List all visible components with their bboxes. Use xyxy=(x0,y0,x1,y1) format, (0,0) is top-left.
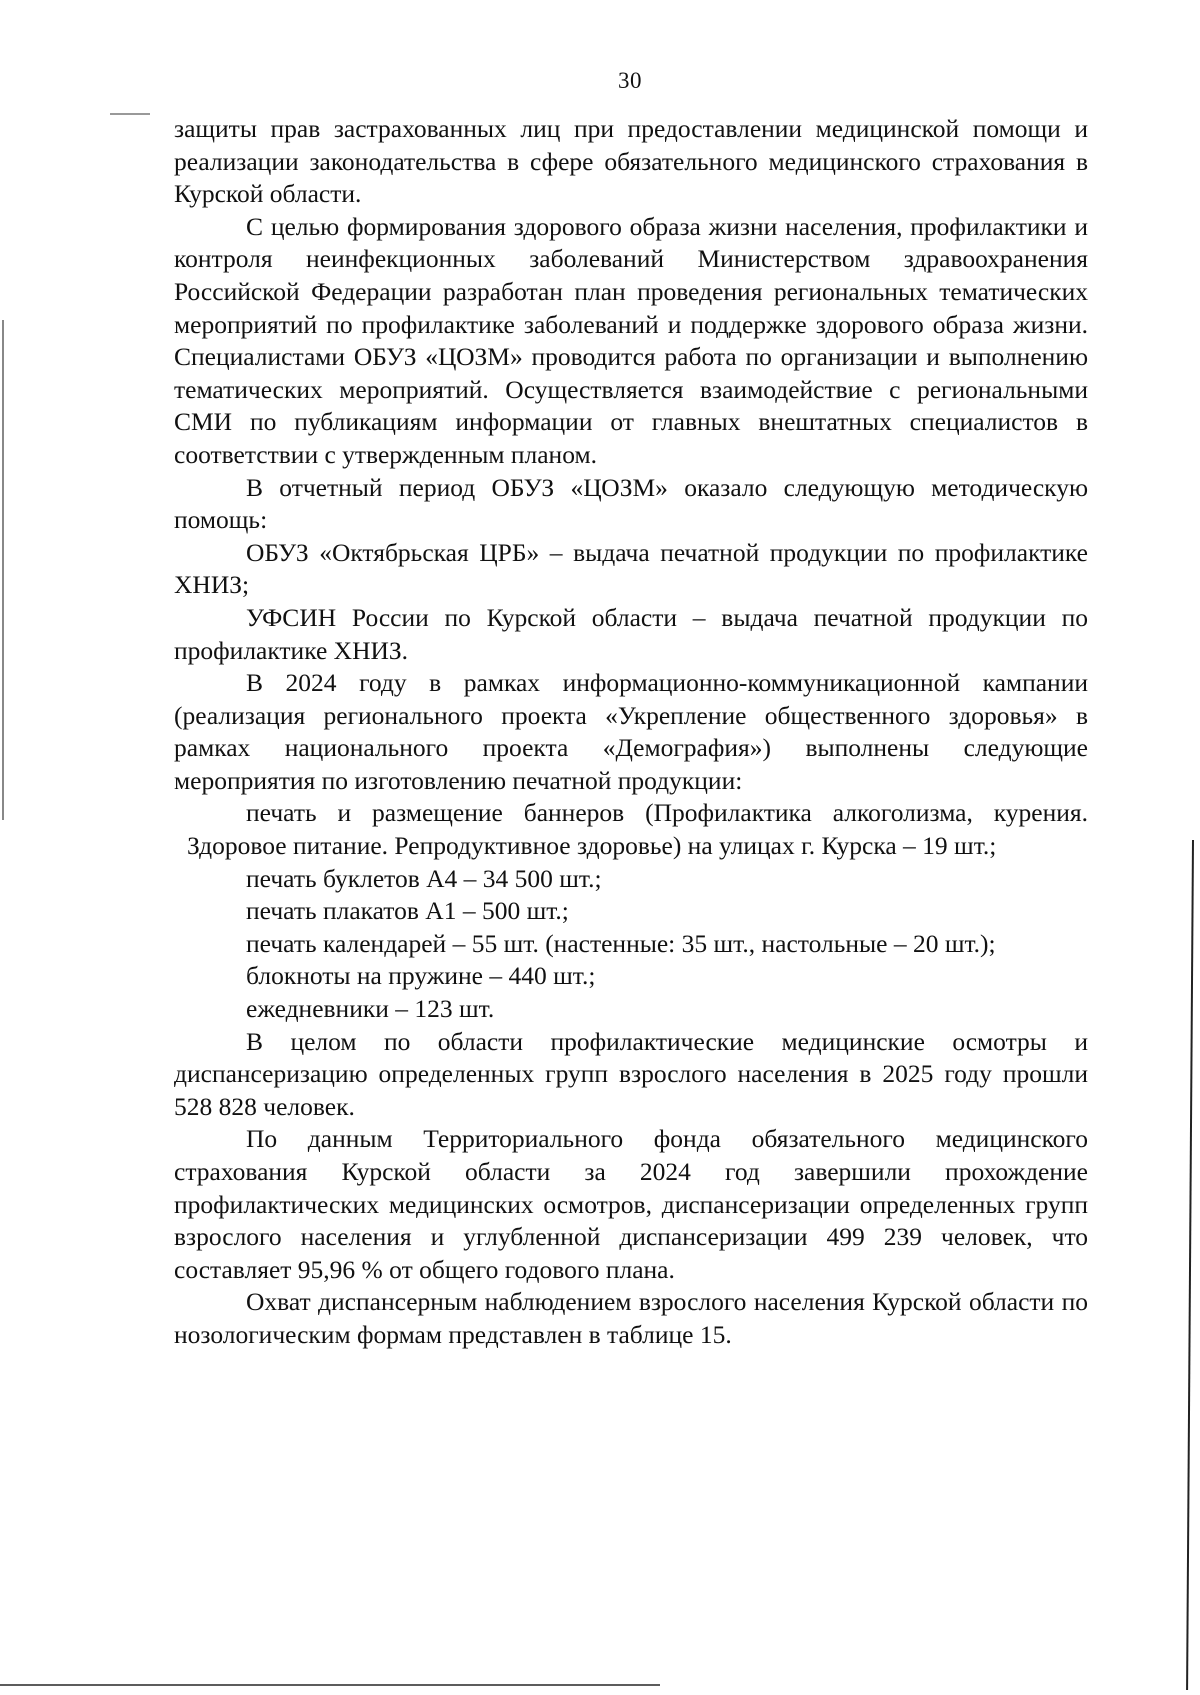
paragraph-oktyabrskaya-crb: ОБУЗ «Октябрьская ЦРБ» – выдача печатной продукции по профилактике ХНИЗ; xyxy=(174,537,1088,600)
paragraph-tfoms-data: По данным Территориального фонда обязательного медицинского страхования Курской области за 2024 год завершили прохождение профилактических медицинских осмотров, диспансеризации определенных групп взрослого населения и углубленной диспансеризации 499 239 человек, что составляет 95,96 % от общего годового плана. xyxy=(174,1124,1088,1284)
page-number: 30 xyxy=(618,68,642,93)
paragraph-ufsin: УФСИН России по Курской области – выдача печатной продукции по профилактике ХНИЗ. xyxy=(174,602,1088,665)
paragraph-campaign-2024: В 2024 году в рамках информационно-коммуникационной кампании (реализация регионального проекта «Укрепление общественного здоровья» в рамках национального проекта «Демография») выполнены следующие мероприятия по изготовлению печатной продукции: xyxy=(174,668,1088,795)
list-item-calendars: печать календарей – 55 шт. (настенные: 35 шт., настольные – 20 шт.); xyxy=(246,928,996,958)
paragraph-checkups-2025: В целом по области профилактические медицинские осмотры и диспансеризацию определенных групп взрослого населения в 2025 году прошли 528 828 человек. xyxy=(174,1026,1088,1121)
scan-artifact-right-edge xyxy=(1186,840,1194,1690)
scan-artifact-bottom-edge xyxy=(0,1684,660,1686)
paragraph-healthy-lifestyle: С целью формирования здорового образа жизни населения, профилактики и контроля неинфекционных заболеваний Министерством здравоохранения Российской Федерации разработан план проведения региональных тематических мероприятий по профилактике заболеваний и поддержке здорового образа жизни. Специалистами ОБУЗ «ЦОЗМ» проводится работа по организации и выполнению тематических мероприятий. Осуществляется взаимодействие с региональными СМИ по публикациям информации от главных внештатных специалистов в соответствии с утвержденным планом. xyxy=(174,211,1088,469)
paragraph-continuation: защиты прав застрахованных лиц при предоставлении медицинской помощи и реализации законодательства в сфере обязательного медицинского страхования в Курской области. xyxy=(174,114,1088,209)
document-body xyxy=(174,113,1088,1352)
list-item-posters: печать плакатов А1 – 500 шт.; xyxy=(246,896,569,926)
paragraph-methodical-help: В отчетный период ОБУЗ «ЦОЗМ» оказало следующую методическую помощь: xyxy=(174,472,1088,535)
list-item-booklets: печать буклетов А4 – 34 500 шт.; xyxy=(246,863,602,893)
paragraph-banners: печать и размещение баннеров (Профилактика алкоголизма, курения. Здоровое питание. Репродуктивное здоровье) на улицах г. Курска – 19 шт.; xyxy=(187,798,1088,861)
scan-artifact-left-edge xyxy=(2,320,4,820)
list-item-planners: ежедневники – 123 шт. xyxy=(246,994,495,1024)
paragraph-dispensary-coverage: Охват диспансерным наблюдением взрослого населения Курской области по нозологическим формам представлен в таблице 15. xyxy=(174,1287,1088,1349)
scan-artifact-top xyxy=(110,113,150,115)
list-item-notebooks: блокноты на пружине – 440 шт.; xyxy=(246,961,596,991)
